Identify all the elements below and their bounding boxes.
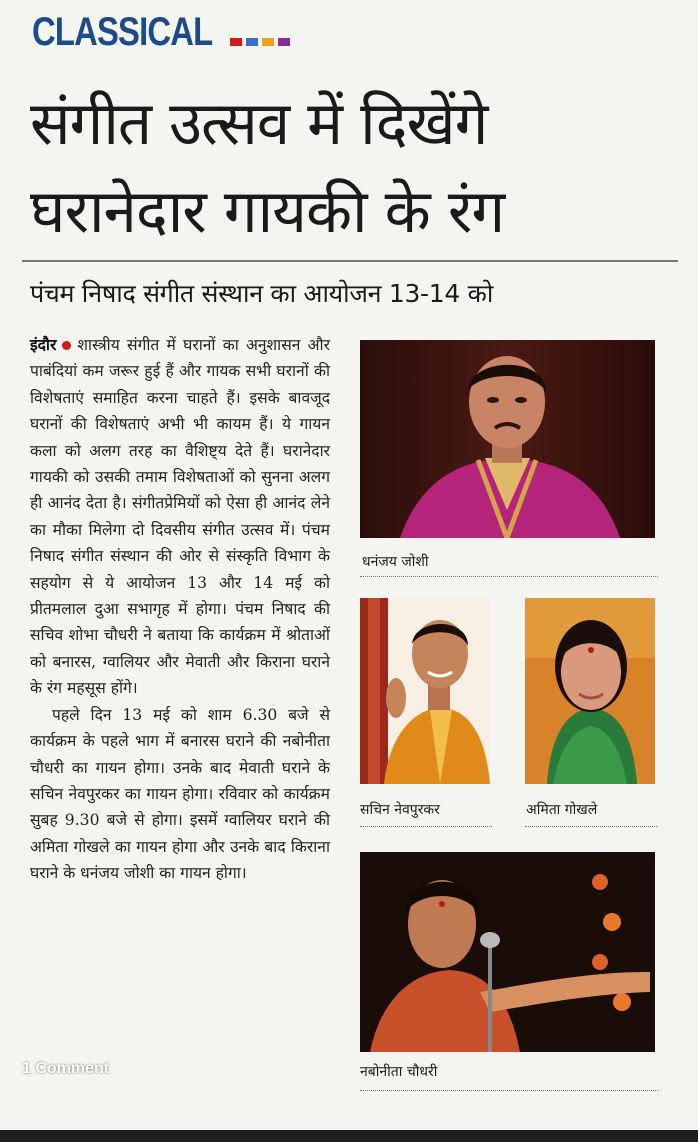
color-square <box>278 38 290 46</box>
subheadline: पंचम निषाद संगीत संस्थान का आयोजन 13-14 को <box>30 279 493 308</box>
photo-caption: अमिता गोखले <box>526 802 598 818</box>
article-body <box>30 332 330 887</box>
section-color-squares <box>230 38 290 46</box>
dateline: इंदौर <box>30 336 57 354</box>
caption-divider <box>360 1090 658 1091</box>
color-square <box>230 38 242 46</box>
caption-divider <box>360 576 658 577</box>
portrait-image <box>360 340 655 538</box>
headline <box>30 80 670 256</box>
photo-amita-gokhale <box>525 598 655 784</box>
photo-caption: धनंजय जोशी <box>362 554 429 570</box>
headline-line-1: संगीत उत्सव में दिखेंगे <box>30 89 488 159</box>
color-square <box>246 38 258 46</box>
photo-sachin-nevpurkar <box>360 598 490 784</box>
comment-count-overlay[interactable]: 1 Comment <box>22 1060 110 1077</box>
headline-divider <box>22 260 678 262</box>
portrait-image <box>360 598 490 784</box>
photo-nabonita-chaudhari <box>360 852 655 1052</box>
portrait-image <box>525 598 655 784</box>
color-square <box>262 38 274 46</box>
caption-divider <box>525 826 657 827</box>
dateline-bullet <box>62 341 71 350</box>
paragraph-1-text: शास्त्रीय संगीत में घरानों का अनुशासन और पाबंदियां कम जरूर हुई हैं और गायक सभी घरानों की विशेषताएं समाहित करना चाहते हैं। इसके बावजूद घरानों की विशेषताएं अभी भी कायम हैं। ये गायन कला को अलग तरह का वैशिष्ट्य देते हैं। घरानेदार गायकी को उसकी तमाम विशेषताओं को सुनना अलग ही आनंद देता है। संगीतप्रेमियों को ऐसा ही आनंद लेने का मौका मिलेगा दो दिवसीय संगीत उत्सव में। पंचम निषाद संगीत संस्थान की ओर से संस्कृति विभाग के सहयोग से ये आयोजन 13 और 14 मई को प्रीतमलाल दुआ सभागृह में होगा। पंचम निषाद की सचिव शोभा चौधरी ने बताया कि कार्यक्रम में श्रोताओं को बनारस, ग्वालियर और मेवाती और किराना घराने के रंग महसूस होंगे। <box>30 336 330 698</box>
section-header <box>32 6 290 56</box>
article-paragraph-2: पहले दिन 13 मई को शाम 6.30 बजे से कार्यक्रम के पहले भाग में बनारस घराने की नबोनीता चौधरी का गायन होगा। उनके बाद मेवाती घराने के सचिन नेवपुरकर का गायन होगा। रविवार को कार्यक्रम सुबह 9.30 बजे से होगा। इसमें ग्वालियर घराने की अमिता गोखले का गायन होगा और उनके बाद किराना घराने के धनंजय जोशी का गायन होगा। <box>30 705 330 883</box>
photo-caption: सचिन नेवपुरकर <box>360 802 440 818</box>
headline-line-2: घरानेदार गायकी के रंग <box>30 177 505 247</box>
section-label: CLASSICAL <box>32 10 213 54</box>
bottom-bar <box>0 1130 698 1142</box>
portrait-image <box>360 852 655 1052</box>
photo-dhananjay-joshi <box>360 340 655 538</box>
article-paragraph-1 <box>30 332 330 702</box>
caption-divider <box>360 826 492 827</box>
photo-caption: नबोनीता चौधरी <box>360 1064 438 1080</box>
